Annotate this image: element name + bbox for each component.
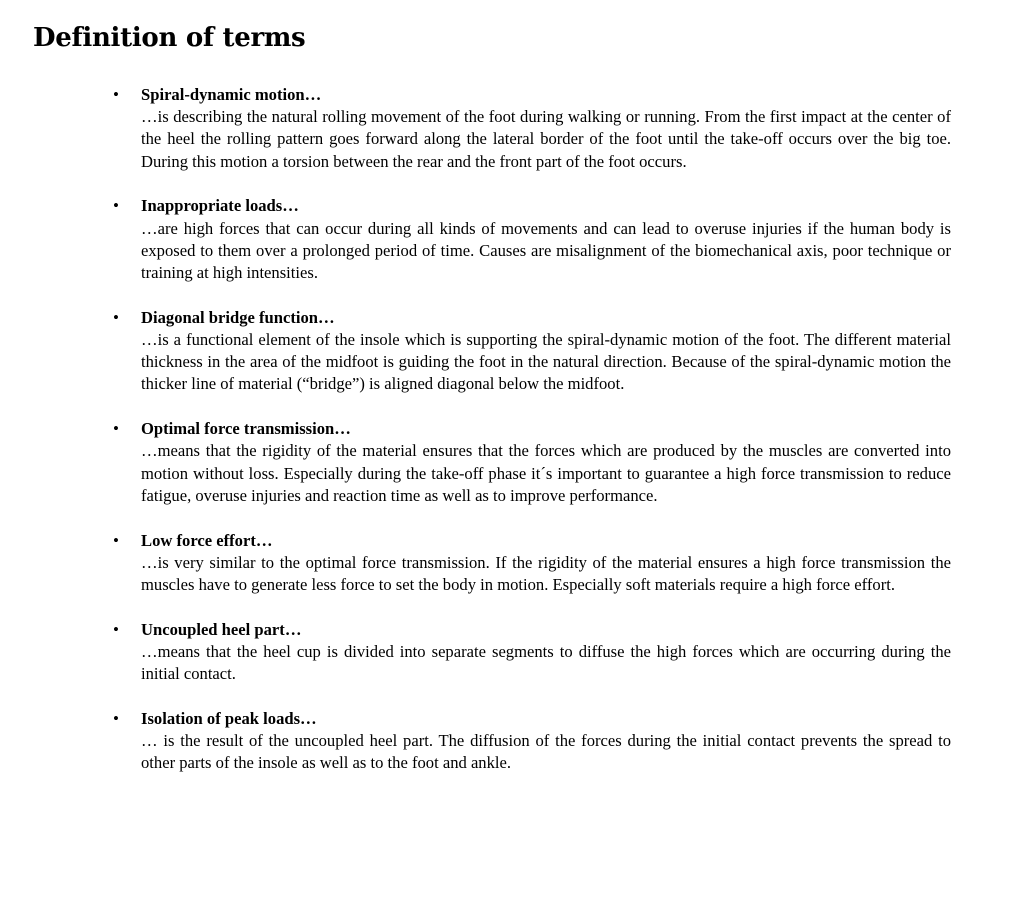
- term-name: Uncoupled heel part…: [141, 619, 302, 639]
- bullet-icon: •: [113, 196, 119, 216]
- term-body: [141, 708, 951, 775]
- bullet-icon: •: [113, 419, 119, 439]
- term-name: Low force effort…: [141, 530, 273, 550]
- term-definition: …are high forces that can occur during all kinds of movements and can lead to overuse injuries if the human body is exposed to them over a prolonged period of time. Causes are misalignment of the biomechanical axis, poor technique or training at high intensities.: [141, 218, 951, 283]
- term-body: [141, 195, 951, 284]
- term-name: Spiral-dynamic motion…: [141, 85, 322, 104]
- term-body: [141, 418, 951, 507]
- term-item-optimal-force-transmission: [0, 418, 1024, 507]
- term-name: Optimal force transmission…: [141, 419, 351, 439]
- term-definition: …means that the heel cup is divided into separate segments to diffuse the high forces which are occurring during the initial contact.: [141, 642, 951, 684]
- bullet-icon: •: [113, 619, 119, 639]
- term-body: [141, 84, 951, 173]
- terms-list: [0, 84, 1024, 797]
- bullet-icon: •: [113, 307, 119, 327]
- bullet-icon: •: [113, 530, 119, 550]
- term-item-inappropriate-loads: [0, 195, 1024, 284]
- term-definition: … is the result of the uncoupled heel part. The diffusion of the forces during the initial contact prevents the spread to other parts of the insole as well as to the foot and ankle.: [141, 731, 951, 773]
- term-item-isolation-of-peak-loads: [0, 708, 1024, 775]
- term-definition: …is very similar to the optimal force transmission. If the rigidity of the material ensures a high force transmission the muscles have to generate less force to set the body in motion. Especially soft materials require a high force effort.: [141, 552, 951, 595]
- term-item-diagonal-bridge-function: [0, 307, 1024, 396]
- term-item-uncoupled-heel-part: [0, 619, 1024, 686]
- term-name: Isolation of peak loads…: [141, 709, 317, 729]
- term-body: [141, 530, 951, 597]
- term-item-low-force-effort: [0, 530, 1024, 597]
- term-body: [141, 619, 951, 686]
- term-name: Inappropriate loads…: [141, 196, 299, 216]
- term-definition: …is a functional element of the insole which is supporting the spiral-dynamic motion of the foot. The different material thickness in the area of the midfoot is guiding the foot in the natural direction. Because of the spiral-dynamic motion the thicker line of material (“bridge”) is aligned diagonal below the midfoot.: [141, 330, 951, 394]
- bullet-icon: •: [113, 709, 119, 729]
- term-body: [141, 307, 951, 396]
- bullet-icon: •: [113, 85, 119, 104]
- term-item-spiral-dynamic-motion: [0, 84, 1024, 173]
- term-definition: …means that the rigidity of the material ensures that the forces which are produced by the muscles are converted into motion without loss. Especially during the take-off phase it´s important to guarantee a high force transmission to reduce fatigue, overuse injuries and reaction time as well as to improve performance.: [141, 441, 951, 505]
- page-title: Definition of terms: [33, 23, 306, 53]
- term-name: Diagonal bridge function…: [141, 307, 335, 327]
- term-definition: …is describing the natural rolling movement of the foot during walking or running. From the first impact at the center of the heel the rolling pattern goes forward along the lateral border of the foot until the take-off occurs over the big toe. During this motion a torsion between the rear and the front part of the foot occurs.: [141, 107, 951, 171]
